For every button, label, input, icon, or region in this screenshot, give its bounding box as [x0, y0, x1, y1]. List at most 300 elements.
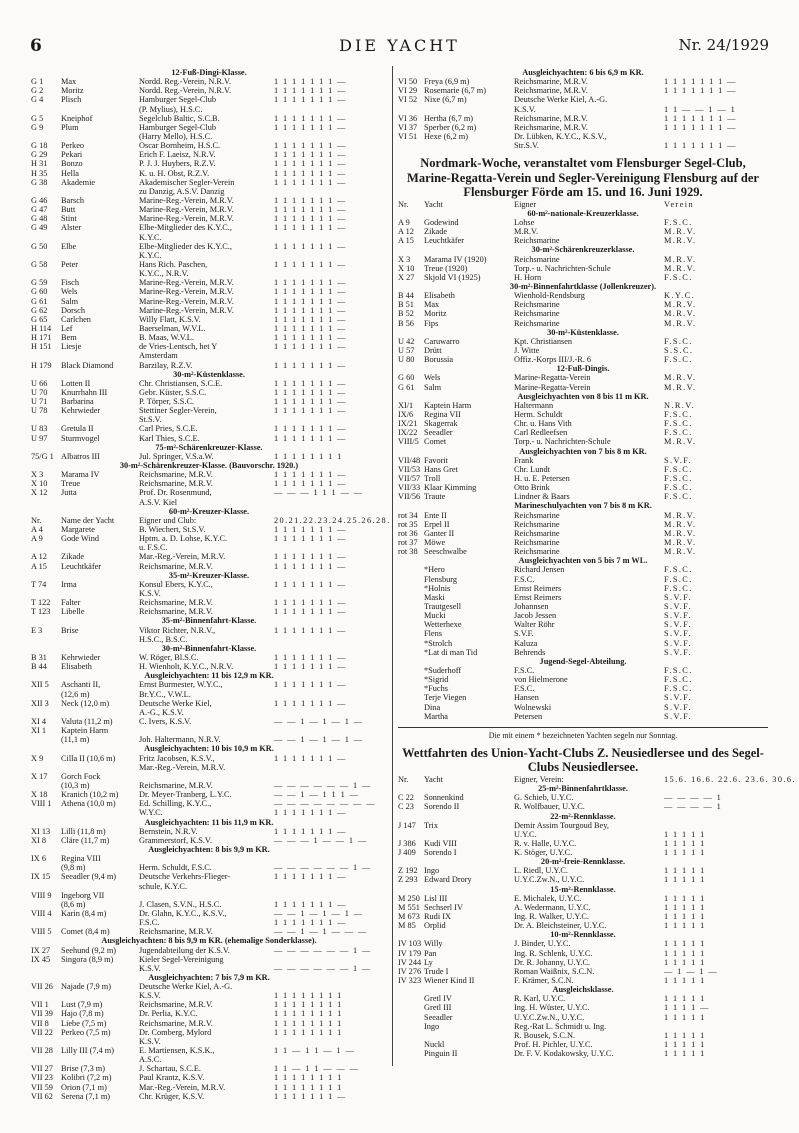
yacht-name: Lust (7,9 m)	[61, 1000, 103, 1010]
result-cell: — — 1 — 1 1 1 —	[274, 790, 360, 800]
result-cell: 1 1 1 1 1 1 1 —	[274, 753, 347, 763]
table-row	[31, 1046, 387, 1055]
yacht-name: Kaptein Harm	[61, 726, 109, 736]
result-cell: F.S.C.	[664, 492, 693, 502]
table-row	[398, 903, 768, 912]
sail-number: X 10	[31, 479, 48, 489]
result-cell: 1 1 — — 1 — 1	[664, 104, 737, 114]
sail-number: G 2	[31, 86, 44, 96]
yacht-name: (12,6 m)	[61, 689, 90, 699]
yacht-name: Peter	[61, 259, 79, 269]
owner-club: A.-G., K.S.V.	[139, 707, 184, 717]
table-row	[398, 492, 768, 501]
result-cell: M.R.V.	[664, 537, 697, 547]
sail-number: U 80	[398, 355, 415, 365]
owner-club: Reichsmarine	[514, 318, 560, 328]
yacht-name: Athena (10,0 m)	[61, 799, 116, 809]
result-cell	[664, 821, 768, 830]
sail-number	[31, 415, 61, 424]
sail-number: U 71	[31, 397, 48, 407]
table-row	[398, 994, 768, 1003]
class-heading: 30-m²-Binnenfahrt-Klasse.	[161, 643, 257, 653]
table-row	[31, 598, 387, 607]
result-cell: 1 1 1 1 1 1 1 —	[664, 141, 737, 151]
table-row	[398, 1022, 768, 1031]
yacht-name: Lilli (11,8 m)	[61, 826, 106, 836]
yacht-name	[61, 991, 139, 1000]
sail-number: VII 28	[31, 1046, 53, 1056]
result-cell	[274, 1055, 387, 1064]
class-heading: 35-m²-Binnenfahrt-Klasse.	[161, 616, 257, 626]
table-row	[398, 291, 768, 300]
yacht-name: Valuta (11,2 m)	[61, 716, 113, 726]
sail-number: rot 36	[398, 528, 418, 538]
table-row	[31, 927, 387, 936]
result-cell: 1 1 1 1 1	[664, 939, 706, 949]
yacht-name: Hertha (6,7 m)	[424, 113, 474, 123]
sail-number: G 58	[31, 259, 48, 269]
sail-number	[31, 708, 61, 717]
yacht-name: Leuchtkäfer	[424, 236, 465, 246]
owner-club: Erich F. Laeisz, N.R.V.	[139, 150, 216, 160]
owner-club: U.Y.C.	[514, 829, 537, 839]
table-row	[398, 346, 768, 355]
owner-club: Reichsmarine	[514, 519, 560, 529]
sail-number: U 42	[398, 336, 415, 346]
owner-club: Reichsmarine	[514, 510, 560, 520]
sail-number	[398, 648, 424, 657]
result-cell: M.R.V.	[664, 437, 697, 447]
table-row	[31, 854, 387, 863]
class-heading: Ausgleichyachten von 8 bis 11 m KR.	[517, 391, 649, 401]
sail-number: A 4	[31, 525, 43, 535]
class-heading: 22-m²-Rennklasse.	[550, 811, 616, 821]
owner-club: Deutsche Verkehrs-Flieger-	[139, 872, 231, 882]
sail-number: Z 293	[398, 875, 418, 885]
table-row	[31, 297, 387, 306]
table-row	[398, 511, 768, 520]
table-row	[31, 406, 387, 415]
sail-number: G 5	[31, 113, 44, 123]
sail-number	[398, 611, 424, 620]
table-row	[398, 1003, 768, 1012]
yacht-name: Seehund (9,2 m)	[61, 945, 117, 955]
yacht-name: Treue	[61, 479, 81, 489]
yacht-name	[61, 415, 139, 424]
yacht-name: Karin (8,4 m)	[61, 908, 107, 918]
table-row	[31, 86, 387, 95]
owner-club: E. Martiensen, K.S.K.,	[139, 1046, 215, 1056]
sail-number: IX/6	[398, 410, 414, 419]
owner-club: F.S.C.	[139, 918, 160, 928]
result-cell	[274, 105, 387, 114]
sail-number: B 51	[398, 300, 414, 310]
owner-club: Chr. Christiansen, S.C.E.	[139, 378, 223, 388]
sail-number: B 44	[398, 291, 414, 301]
result-cell: S.V.F.	[664, 693, 693, 703]
sail-number: H 114	[31, 323, 52, 333]
owner-club: Frank	[514, 455, 534, 465]
owner-club: J. Witte	[514, 346, 540, 356]
table-row	[31, 315, 387, 324]
owner-club: Ing. R. Walker, U.Y.C.	[514, 912, 589, 922]
result-cell: 1 1 1 1 1 1 1 —	[274, 653, 347, 662]
sail-number	[398, 565, 424, 574]
result-cell	[274, 233, 387, 242]
owner-club: K.S.V.	[514, 104, 536, 114]
table-row	[31, 388, 387, 397]
yacht-name	[61, 918, 139, 927]
yacht-name: Fisch	[61, 278, 79, 288]
owner-club: Dr. Perlia, K.Y.C.	[139, 1009, 198, 1019]
yacht-name: Liebe (7,5 m)	[61, 1018, 107, 1028]
yacht-name	[424, 1031, 514, 1040]
class-heading: Ausgleichyachten: 7 bis 7,9 m KR.	[148, 972, 270, 982]
owner-club: F.S.C.	[514, 574, 535, 584]
sail-number: VII 8	[31, 1018, 49, 1028]
result-cell: 1 1 1 1 1 1 1 —	[274, 323, 347, 333]
yacht-name: Kehrwieder	[61, 406, 101, 416]
yacht-name: Flens	[424, 629, 442, 639]
table-row	[31, 141, 387, 150]
result-cell: 1 1 1 1 1 1 1 —	[274, 113, 347, 123]
owner-club: Deutsche Werke Kiel, A.-G.	[514, 95, 608, 105]
sail-number: VII 23	[31, 1073, 53, 1083]
yacht-name: Sturmvogel	[61, 433, 100, 443]
result-cell: 1 1 1 1 1 1 1 —	[274, 918, 347, 928]
result-cell	[664, 1022, 768, 1031]
yacht-name: Drütt	[424, 346, 442, 356]
owner-club: E. Michalek, U.Y.C.	[514, 893, 582, 903]
yacht-name: Brise	[61, 625, 79, 635]
result-cell: — — — — — — — —	[274, 799, 376, 809]
owner-club: F. Krämer, S.C.N.	[514, 976, 574, 986]
owner-club: Richard Jensen	[514, 565, 565, 575]
result-cell: 1 1 1 1 1 1 1 —	[274, 195, 347, 205]
result-cell: 1 1 1 1 1 1 1 —	[274, 872, 347, 882]
table-row	[31, 205, 387, 214]
sail-number: IV 179	[398, 948, 422, 958]
table-row	[31, 735, 387, 744]
table-row	[398, 255, 768, 264]
class-heading: Ausgleichyachten: 11 bis 11,9 m KR.	[144, 817, 274, 827]
yacht-name: Ingo	[424, 1021, 440, 1031]
nordmark-entries	[398, 209, 768, 721]
yacht-name	[61, 351, 139, 360]
yacht-name: Pekari	[61, 150, 83, 160]
left-column	[31, 68, 391, 1101]
owner-club: W. Röger, Bl.S.C.	[139, 653, 199, 662]
table-row	[398, 114, 768, 123]
sail-number: J 409	[398, 848, 416, 858]
owner-club: Marine-Regatta-Verein	[514, 373, 591, 383]
result-cell: S.V.F.	[664, 620, 693, 630]
yacht-name: Max	[61, 77, 77, 87]
owner-club: Akademischer Segler-Verein	[139, 177, 235, 187]
result-cell	[274, 543, 387, 552]
yacht-name: Orion (7,1 m)	[61, 1082, 107, 1092]
class-heading: Marineschulyachten von 7 bis 8 m KR.	[514, 501, 652, 511]
sail-number: XII 5	[31, 680, 49, 690]
table-row	[31, 580, 387, 589]
result-cell: M.R.V.	[664, 318, 697, 328]
class-heading: 30-m²-Schärenkreuzer-Klasse. (Bauvorschr. 1920.)	[119, 461, 299, 471]
sail-number	[31, 808, 61, 817]
sail-number: A 15	[398, 236, 414, 246]
sail-number: VII/57	[398, 473, 421, 483]
sail-number: XI 4	[31, 716, 46, 726]
owner-club: Baerselman, W.V.L.	[139, 323, 206, 333]
table-row	[31, 827, 387, 836]
table-row	[398, 1031, 768, 1040]
sail-number	[31, 735, 61, 744]
table-row	[398, 703, 768, 712]
owner-club: Lindner & Baars	[514, 492, 570, 502]
result-cell: F.S.C.	[664, 464, 693, 474]
table-row	[398, 355, 768, 364]
result-cell: 1 1 1 1 1	[664, 848, 706, 858]
table-row	[31, 214, 387, 223]
table-row	[31, 1055, 387, 1064]
sail-number: G 38	[31, 177, 48, 187]
sail-number: IV 276	[398, 966, 422, 976]
table-row	[31, 251, 387, 260]
result-cell	[274, 763, 387, 772]
owner-club: Reichsmarine	[514, 309, 560, 319]
yacht-name	[61, 498, 139, 507]
result-cell	[274, 269, 387, 278]
class-heading: 15-m²-Rennklasse.	[550, 884, 616, 894]
yacht-name: Traute	[424, 492, 446, 502]
result-cell: M.R.V.	[664, 373, 697, 383]
yacht-name: Lotten II	[61, 378, 91, 388]
owner-club: Deutsche Werke Kiel, A.-G.	[139, 982, 233, 992]
yacht-name	[61, 187, 139, 196]
sail-number	[31, 991, 61, 1000]
table-row	[398, 866, 768, 875]
yacht-name: Comet (8,4 m)	[61, 927, 110, 937]
class-heading: 30-m²-Küstenklasse.	[173, 369, 245, 379]
result-cell: 1 1 1 1 1 1 1 —	[274, 808, 347, 818]
yacht-name: Bem	[61, 333, 77, 343]
table-row	[31, 351, 387, 360]
owner-club: Dr. A. Bleichsteiner, U.Y.C.	[514, 921, 607, 931]
result-cell: 1 1 1 1 1 1 1 —	[274, 259, 347, 269]
owner-club: Amsterdam	[139, 351, 178, 361]
sail-number: T 123	[31, 607, 51, 617]
sail-number: rot 38	[398, 547, 418, 557]
table-row	[31, 233, 387, 242]
table-row	[398, 456, 768, 465]
table-row	[31, 543, 387, 552]
owner-club: Stettiner Segler-Verein,	[139, 406, 217, 416]
result-cell: 1 1 — 1 1 — — —	[274, 1064, 360, 1074]
sail-number: B 44	[31, 662, 47, 672]
yacht-name: Gode Wind	[61, 534, 99, 544]
yacht-name: Seeadler (9,4 m)	[61, 872, 117, 882]
result-cell: — — 1 — 1 — 1 —	[274, 716, 364, 726]
owner-club: K.S.V.	[139, 963, 161, 973]
yacht-name: Fips	[424, 318, 439, 328]
table-row	[398, 839, 768, 848]
owner-club: Marine-Regatta-Verein	[514, 382, 591, 392]
sail-number	[398, 141, 424, 150]
yacht-name: Mucki	[424, 611, 446, 621]
result-cell: 1 1 1 1 1 1 1 1	[274, 1027, 343, 1037]
table-row	[31, 361, 387, 370]
table-row	[398, 77, 768, 86]
yacht-name: Sorendo II	[424, 802, 460, 812]
sail-number	[31, 900, 61, 909]
owner-club: P. J. J. Huybers, R.Z.V.	[139, 159, 216, 169]
table-row	[31, 882, 387, 891]
owner-club: Gebr. Küster, S.S.C.	[139, 387, 207, 397]
sail-number	[31, 233, 61, 242]
sail-number	[398, 675, 424, 684]
sail-number: G 47	[31, 205, 48, 215]
result-cell: 1 1 1 1 1 1 1 —	[274, 470, 347, 480]
yacht-name: Nuckl	[424, 1040, 445, 1050]
yacht-name: Kaptein Harm	[424, 400, 472, 410]
table-row	[31, 763, 387, 772]
table-row	[31, 808, 387, 817]
table-row	[398, 666, 768, 675]
class-heading: 20-m²-freie-Rennklasse.	[540, 857, 626, 867]
yacht-name: Klaar Kimming	[424, 483, 477, 493]
owner-club: Fritz Jacobsen, K.S.V.,	[139, 753, 215, 763]
sail-number	[398, 1040, 424, 1049]
sail-number: G 61	[31, 296, 48, 306]
table-row	[398, 1049, 768, 1058]
result-cell: 1 1 1 1 1 1 1 —	[664, 113, 737, 123]
table-row	[31, 150, 387, 159]
result-cell: F.S.C.	[664, 272, 693, 282]
sail-number	[31, 635, 61, 644]
sail-number: 75/G 1	[31, 451, 54, 461]
owner-club: R. Bousek, S.C.N.	[514, 1030, 576, 1040]
table-row	[398, 383, 768, 392]
class-heading: 35-m²-Kreuzer-Klasse.	[168, 570, 250, 580]
result-cell: 1 1 1 1 1	[664, 957, 706, 967]
yacht-name: (10,3 m)	[61, 780, 90, 790]
owner-club: R. Wolfbauer, U.Y.C.	[514, 802, 585, 812]
owner-club: A. Wedermann, U.Y.C.	[514, 902, 591, 912]
sail-number: A 12	[398, 227, 414, 237]
result-cell: 1 1 1 1 1	[664, 902, 706, 912]
table-row	[398, 123, 768, 132]
owner-club: Reg.-Rat L. Schmidt u. Ing.	[514, 1021, 607, 1031]
table-row	[398, 912, 768, 921]
sail-number: E 3	[31, 625, 43, 635]
sail-number	[31, 1037, 61, 1046]
sail-number: VI 29	[398, 86, 418, 96]
result-cell: 1 1 1 1 1	[664, 948, 706, 958]
table-row	[398, 132, 768, 141]
table-row	[31, 169, 387, 178]
result-cell	[274, 498, 387, 507]
yacht-name	[61, 763, 139, 772]
owner-club: A.S.V. Kiel	[139, 497, 178, 507]
sail-number: IX 27	[31, 945, 51, 955]
table-row	[398, 875, 768, 884]
ausgleich-6m-list	[398, 68, 768, 150]
sail-number: X 10	[398, 263, 415, 273]
yacht-name: Trude I	[424, 966, 449, 976]
union-title: Wettfahrten des Union-Yacht-Clubs Z. Neusiedlersee und des Segel-Clubs Neusiedlersee.	[402, 745, 764, 775]
result-cell	[274, 351, 387, 360]
owner-club: Reichsmarine, M.R.V.	[139, 780, 213, 790]
yacht-name: Zikade	[424, 227, 448, 237]
yacht-name: Maski	[424, 592, 445, 602]
result-cell: M.R.V.	[664, 510, 697, 520]
yacht-name: *Fuchs	[424, 684, 448, 694]
owner-club: Deutsche Werke Kiel,	[139, 698, 212, 708]
sail-number	[31, 251, 61, 260]
yacht-name: Regina VII	[424, 410, 461, 419]
sail-number: X 9	[31, 753, 44, 763]
owner-club: B. Maas, W.V.L.	[139, 333, 194, 343]
result-cell: M.R.V.	[664, 528, 697, 538]
table-row	[31, 397, 387, 406]
owner-club: Reichsmarine, M.R.V.	[514, 122, 588, 132]
owner-club: Bernstein, N.R.V.	[139, 826, 198, 836]
yacht-name: Perkeo (7,5 m)	[61, 1027, 111, 1037]
result-cell: 1 1 1 1 1 1 1 —	[664, 122, 737, 132]
yacht-name: Skjold VI (1925)	[424, 272, 481, 282]
class-heading: 75-m²-Schärenkreuzer-Klasse.	[155, 442, 263, 452]
yacht-name: Lisl III	[424, 893, 448, 903]
owner-club: Hptm. a. D. Lohse, K.Y.C.	[139, 534, 228, 544]
owner-club	[139, 854, 274, 863]
owner-club: L. Riedl, U.Y.C.	[514, 866, 569, 876]
sail-number: VII/33	[398, 483, 421, 493]
sail-number: rot 35	[398, 519, 418, 529]
result-cell: 1 1 1 1 1	[664, 994, 706, 1004]
sail-number: X 3	[398, 254, 411, 264]
owner-club: Ing. R. Schlenk, U.Y.C.	[514, 948, 593, 958]
class-heading: 30-m²-Schärenkreuzerklasse.	[531, 245, 635, 255]
table-row	[31, 1037, 387, 1046]
yacht-name: Troll	[424, 473, 441, 483]
result-cell: 1 1 1 1 1 1 1 —	[274, 680, 347, 690]
result-cell: F.S.C.	[664, 483, 693, 493]
yacht-name: Serena (7,1 m)	[61, 1091, 111, 1101]
yacht-name: Kolibri (7,2 m)	[61, 1073, 112, 1083]
result-cell: 1 1 1 1 1 1 1 —	[274, 534, 347, 544]
owner-club: Carl Pries, S.C.E.	[139, 424, 198, 434]
result-cell: — — — 1 1 1 — —	[274, 488, 364, 498]
owner-club: Konsul Ebers, K.Y.C.,	[139, 579, 213, 589]
owner-club: Walter Röhr	[514, 620, 555, 630]
sail-number: H 179	[31, 360, 52, 370]
result-cell: M.R.V.	[664, 382, 697, 392]
table-row	[31, 223, 387, 232]
owner-club: Torp.- u. Nachrichten-Schule	[514, 263, 611, 273]
sail-number: XI 8	[31, 835, 46, 845]
owner-club: Jul. Springer, V.S.a.W.	[139, 451, 214, 461]
result-cell: — — 1 — 1 — 1 —	[274, 908, 364, 918]
result-cell: — — — — — — 1 —	[274, 963, 372, 973]
sail-number	[398, 712, 424, 721]
yacht-name: Plisch	[61, 95, 82, 105]
result-cell: 1 1 1 1 1	[664, 976, 706, 986]
table-row	[398, 105, 768, 114]
sail-number: U 66	[31, 378, 48, 388]
owner-club: Reichsmarine	[514, 528, 560, 538]
yacht-name: Stint	[61, 214, 77, 224]
class-heading: Ausgleichyachten von 7 bis 8 m KR.	[519, 446, 647, 456]
result-cell: M.R.V.	[664, 547, 697, 557]
